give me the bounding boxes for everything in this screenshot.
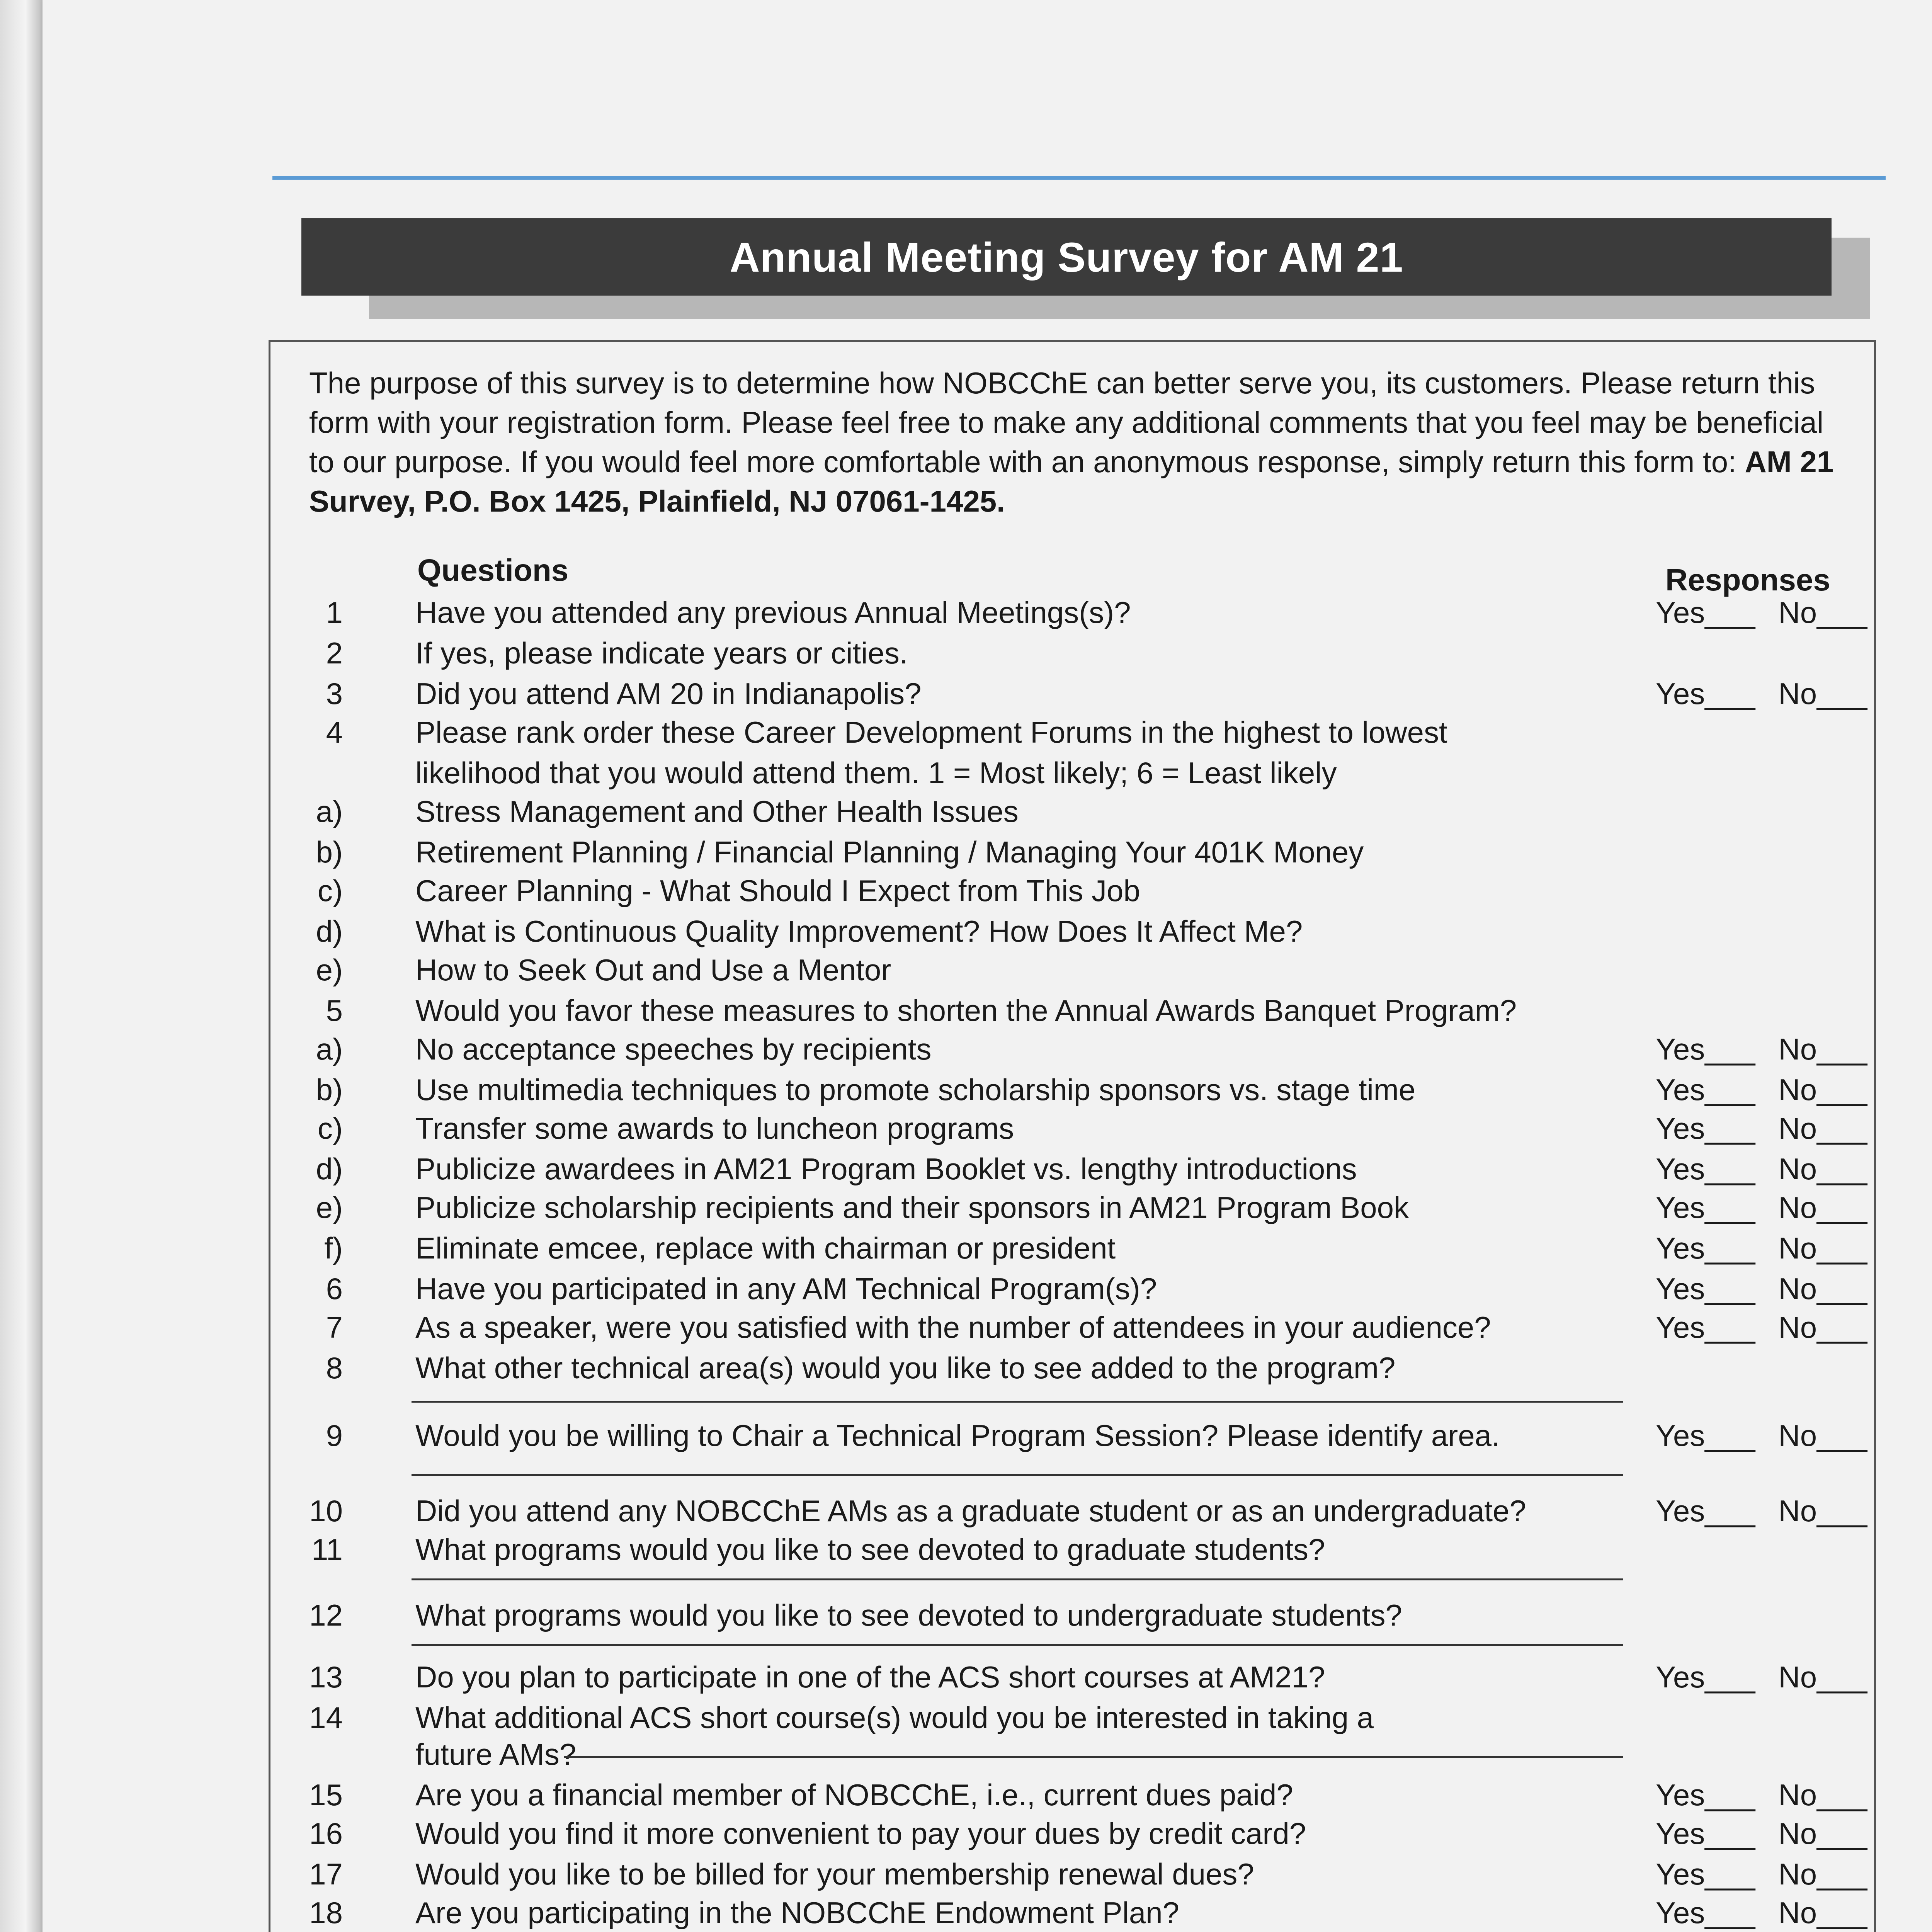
- yes-option[interactable]: Yes___: [1656, 595, 1755, 629]
- question-number: e): [316, 1190, 343, 1225]
- question-row: [0, 1229, 1932, 1267]
- top-rule: [272, 176, 1886, 180]
- question-text: Did you attend any NOBCChE AMs as a graduate student or as an undergraduate?: [415, 1494, 1526, 1528]
- question-text: Would you be willing to Chair a Technical Program Session? Please identify area.: [415, 1418, 1500, 1452]
- no-option[interactable]: No___: [1778, 1073, 1867, 1107]
- question-number: 15: [309, 1778, 343, 1812]
- yes-option[interactable]: Yes___: [1656, 1272, 1755, 1306]
- question-text: Use multimedia techniques to promote scholarship sponsors vs. stage time: [415, 1073, 1416, 1107]
- question-row: [0, 1109, 1932, 1148]
- no-option[interactable]: No___: [1778, 1816, 1867, 1850]
- question-text: Are you participating in the NOBCChE Endowment Plan?: [415, 1896, 1180, 1930]
- question-text: future AMs?: [415, 1737, 577, 1771]
- intro-address: AM 21 Survey, P.O. Box 1425, Plainfield, NJ 07061-1425.: [309, 445, 1834, 518]
- question-row: [0, 1735, 1932, 1774]
- question-number: 5: [326, 993, 343, 1027]
- question-row: [0, 593, 1932, 632]
- question-number: d): [316, 914, 343, 948]
- yes-option[interactable]: Yes___: [1656, 1418, 1755, 1452]
- question-row: [0, 1188, 1932, 1227]
- no-option[interactable]: No___: [1778, 1857, 1867, 1891]
- question-row: [0, 674, 1932, 713]
- question-number: 6: [326, 1272, 343, 1306]
- yes-no-response: [1656, 1109, 1867, 1148]
- yes-no-response: [1656, 1416, 1867, 1455]
- yes-no-response: [1656, 1308, 1867, 1347]
- question-number: f): [324, 1231, 343, 1265]
- question-number: d): [316, 1152, 343, 1186]
- question-number: a): [316, 794, 343, 828]
- yes-option[interactable]: Yes___: [1656, 1896, 1755, 1930]
- question-number: 1: [326, 595, 343, 629]
- yes-option[interactable]: Yes___: [1656, 1073, 1755, 1107]
- yes-option[interactable]: Yes___: [1656, 1310, 1755, 1344]
- question-text: As a speaker, were you satisfied with the number of attendees in your audience?: [415, 1310, 1491, 1344]
- question-text: Career Planning - What Should I Expect from This Job: [415, 874, 1140, 908]
- yes-no-response: [1656, 593, 1867, 632]
- question-number: 17: [309, 1857, 343, 1891]
- question-number: 4: [326, 715, 343, 749]
- question-row: [0, 1416, 1932, 1455]
- question-text: Would you favor these measures to shorten the Annual Awards Banquet Program?: [415, 993, 1517, 1027]
- question-number: e): [316, 953, 343, 987]
- yes-no-response: [1656, 1269, 1867, 1308]
- question-number: 10: [309, 1494, 343, 1528]
- yes-no-response: [1656, 1070, 1867, 1109]
- question-row: [0, 1492, 1932, 1530]
- yes-option[interactable]: Yes___: [1656, 1660, 1755, 1694]
- question-row: [0, 713, 1932, 752]
- yes-no-response: [1656, 1814, 1867, 1853]
- question-row: [0, 792, 1932, 831]
- yes-no-response: [1656, 1855, 1867, 1893]
- yes-option[interactable]: Yes___: [1656, 1190, 1755, 1225]
- no-option[interactable]: No___: [1778, 1896, 1867, 1930]
- question-text: Retirement Planning / Financial Planning / Managing Your 401K Money: [415, 835, 1364, 869]
- yes-no-response: [1656, 1188, 1867, 1227]
- no-option[interactable]: No___: [1778, 1152, 1867, 1186]
- answer-line-8: [412, 1401, 1623, 1403]
- intro-text: The purpose of this survey is to determine how NOBCChE can better serve you, its customers. Please return this form with your registration form. Please feel free to make any additional comments that you feel may be beneficial to our purpose. If you would feel more comfortable with an anonymous response, simply return this form to:: [309, 366, 1824, 479]
- question-text: What other technical area(s) would you like to see added to the program?: [415, 1351, 1396, 1385]
- question-text: Have you attended any previous Annual Meetings(s)?: [415, 595, 1131, 629]
- question-text: Are you a financial member of NOBCChE, i.e., current dues paid?: [415, 1778, 1293, 1812]
- no-option[interactable]: No___: [1778, 1310, 1867, 1344]
- yes-no-response: [1656, 674, 1867, 713]
- question-text: What is Continuous Quality Improvement? How Does It Affect Me?: [415, 914, 1303, 948]
- question-row: [0, 871, 1932, 910]
- question-row: [0, 1855, 1932, 1893]
- question-number: 2: [326, 636, 343, 670]
- question-row: [0, 1349, 1932, 1387]
- question-row: [0, 1893, 1932, 1932]
- question-row: [0, 1658, 1932, 1696]
- question-number: b): [316, 835, 343, 869]
- yes-option[interactable]: Yes___: [1656, 1857, 1755, 1891]
- no-option[interactable]: No___: [1778, 1272, 1867, 1306]
- no-option[interactable]: No___: [1778, 1231, 1867, 1265]
- yes-no-response: [1656, 1492, 1867, 1530]
- answer-line-14: [564, 1756, 1623, 1758]
- question-text: likelihood that you would attend them. 1 = Most likely; 6 = Least likely: [415, 756, 1337, 790]
- question-text: What programs would you like to see devoted to undergraduate students?: [415, 1598, 1402, 1632]
- question-number: b): [316, 1073, 343, 1107]
- question-text: Transfer some awards to luncheon programs: [415, 1111, 1014, 1145]
- question-row: [0, 1814, 1932, 1853]
- question-row: [0, 1150, 1932, 1188]
- answer-line-12: [412, 1644, 1623, 1646]
- yes-no-response: [1656, 1030, 1867, 1068]
- yes-no-response: [1656, 1776, 1867, 1814]
- question-row: [0, 1269, 1932, 1308]
- yes-option[interactable]: Yes___: [1656, 1111, 1755, 1145]
- question-row: [0, 634, 1932, 672]
- question-text: No acceptance speeches by recipients: [415, 1032, 932, 1066]
- no-option[interactable]: No___: [1778, 677, 1867, 711]
- question-row: [0, 1596, 1932, 1634]
- question-text: Publicize awardees in AM21 Program Booklet vs. lengthy introductions: [415, 1152, 1357, 1186]
- question-number: 18: [309, 1896, 343, 1930]
- question-row: [0, 1698, 1932, 1737]
- question-row: [0, 1070, 1932, 1109]
- question-text: Would you find it more convenient to pay your dues by credit card?: [415, 1816, 1306, 1850]
- question-row: [0, 951, 1932, 989]
- question-row: [0, 1776, 1932, 1814]
- no-option[interactable]: No___: [1778, 1660, 1867, 1694]
- intro-paragraph: [309, 363, 1839, 521]
- yes-option[interactable]: Yes___: [1656, 1816, 1755, 1850]
- yes-no-response: [1656, 1893, 1867, 1932]
- no-option[interactable]: No___: [1778, 1778, 1867, 1812]
- question-number: 3: [326, 677, 343, 711]
- yes-no-response: [1656, 1658, 1867, 1696]
- answer-line-9: [412, 1474, 1623, 1476]
- question-text: Did you attend AM 20 in Indianapolis?: [415, 677, 922, 711]
- question-text: Have you participated in any AM Technical Program(s)?: [415, 1272, 1157, 1306]
- question-text: Do you plan to participate in one of the ACS short courses at AM21?: [415, 1660, 1325, 1694]
- question-row: [0, 753, 1932, 792]
- question-number: 12: [309, 1598, 343, 1632]
- yes-option[interactable]: Yes___: [1656, 1032, 1755, 1066]
- yes-option[interactable]: Yes___: [1656, 1494, 1755, 1528]
- questions-header: Questions: [417, 553, 569, 587]
- question-number: 13: [309, 1660, 343, 1694]
- no-option[interactable]: No___: [1778, 1418, 1867, 1452]
- question-number: 9: [326, 1418, 343, 1452]
- yes-option[interactable]: Yes___: [1656, 1231, 1755, 1265]
- question-row: [0, 833, 1932, 871]
- question-text: Would you like to be billed for your membership renewal dues?: [415, 1857, 1254, 1891]
- no-option[interactable]: No___: [1778, 1190, 1867, 1225]
- question-number: 11: [311, 1532, 343, 1566]
- answer-line-11: [412, 1578, 1623, 1580]
- question-text: If yes, please indicate years or cities.: [415, 636, 908, 670]
- question-number: 8: [326, 1351, 343, 1385]
- question-number: a): [316, 1032, 343, 1066]
- no-option[interactable]: No___: [1778, 1494, 1867, 1528]
- question-text: Eliminate emcee, replace with chairman or president: [415, 1231, 1116, 1265]
- yes-option[interactable]: Yes___: [1656, 1152, 1755, 1186]
- question-text: What programs would you like to see devoted to graduate students?: [415, 1532, 1325, 1566]
- question-text: Please rank order these Career Development Forums in the highest to lowest: [415, 715, 1447, 749]
- no-option[interactable]: No___: [1778, 595, 1867, 629]
- yes-no-response: [1656, 1229, 1867, 1267]
- question-text: Stress Management and Other Health Issues: [415, 794, 1019, 828]
- question-number: c): [318, 874, 343, 908]
- yes-option[interactable]: Yes___: [1656, 677, 1755, 711]
- question-row: [0, 1308, 1932, 1347]
- question-text: What additional ACS short course(s) would you be interested in taking a: [415, 1701, 1374, 1735]
- question-row: [0, 991, 1932, 1030]
- page-title: Annual Meeting Survey for AM 21: [301, 218, 1832, 296]
- question-number: 16: [309, 1816, 343, 1850]
- question-row: [0, 1030, 1932, 1068]
- question-text: How to Seek Out and Use a Mentor: [415, 953, 891, 987]
- yes-no-response: [1656, 1150, 1867, 1188]
- question-row: [0, 912, 1932, 951]
- yes-option[interactable]: Yes___: [1656, 1778, 1755, 1812]
- responses-header: Responses: [1665, 563, 1830, 597]
- question-number: c): [318, 1111, 343, 1145]
- question-number: 14: [309, 1701, 343, 1735]
- no-option[interactable]: No___: [1778, 1032, 1867, 1066]
- question-text: Publicize scholarship recipients and their sponsors in AM21 Program Book: [415, 1190, 1409, 1225]
- question-row: [0, 1530, 1932, 1569]
- no-option[interactable]: No___: [1778, 1111, 1867, 1145]
- question-number: 7: [326, 1310, 343, 1344]
